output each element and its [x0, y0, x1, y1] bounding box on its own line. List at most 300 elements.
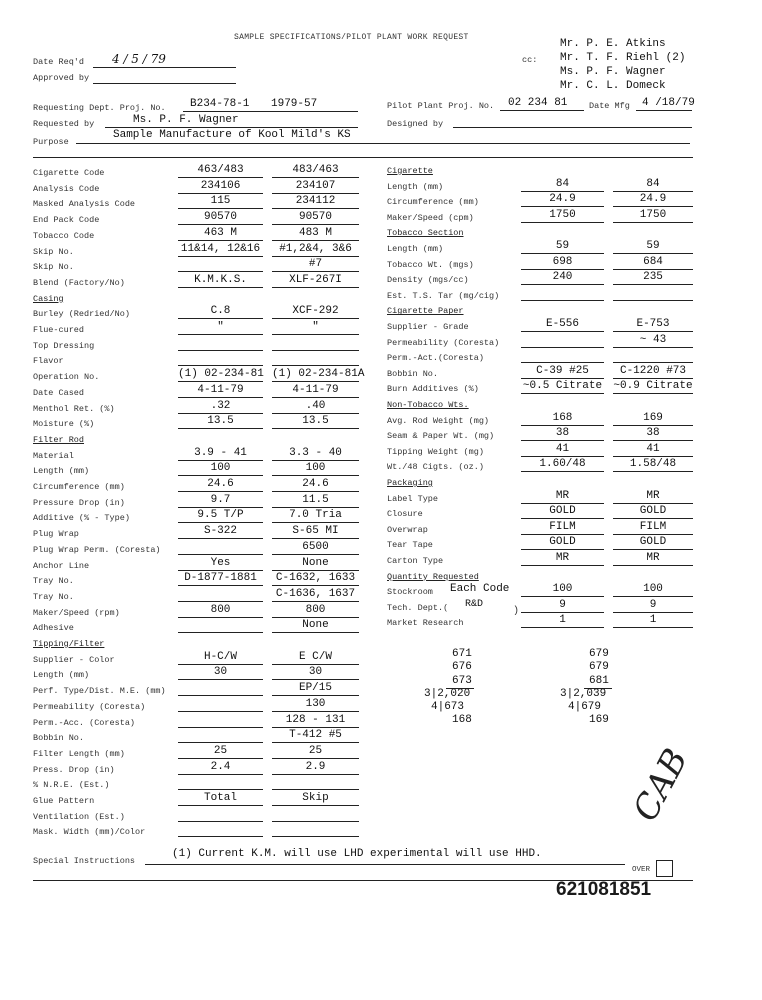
- value-code-1: 463 M: [203, 226, 237, 239]
- value-underline: [613, 378, 693, 379]
- value-code-2: MR: [646, 489, 660, 502]
- section-heading: Filter Rod: [33, 434, 85, 445]
- value-code-1: 240: [552, 271, 573, 284]
- value-underline: [178, 256, 263, 257]
- designed-by-label: Designed by: [387, 119, 444, 129]
- value-code-1: 9: [559, 598, 566, 611]
- field-label: Skip No.: [33, 246, 74, 257]
- value-code-1: Yes: [210, 556, 231, 569]
- field-label: Tipping Weight (mg): [387, 446, 484, 457]
- value-underline: [521, 503, 604, 504]
- value-code-2: 38: [646, 427, 660, 440]
- cc-recipient-3: Ms. P. F. Wagner: [560, 66, 666, 78]
- special-instructions-text: (1) Current K.M. will use LHD experimental will use HHD.: [172, 848, 542, 860]
- value-code-2: 4-11-79: [292, 383, 339, 396]
- field-label: Tear Tape: [387, 540, 433, 551]
- value-underline: [613, 269, 693, 270]
- special-instructions-label: Special Instructions: [33, 856, 136, 866]
- value-underline: [178, 774, 263, 775]
- value-code-2: 130: [305, 697, 326, 710]
- value-code-1: 30: [213, 666, 228, 679]
- field-label: Flavor: [33, 356, 64, 367]
- value-code-2: XCF-292: [292, 305, 339, 318]
- value-underline: [178, 742, 263, 743]
- value-code-1: 24.9: [549, 193, 576, 206]
- value-code-2: C-1636, 1637: [275, 587, 356, 600]
- value-underline: [521, 331, 604, 332]
- field-label: Date Cased: [33, 387, 85, 398]
- value-underline: [178, 177, 263, 178]
- form-title: SAMPLE SPECIFICATIONS/PILOT PLANT WORK REQUEST: [234, 33, 469, 42]
- value-code-2: None: [302, 556, 329, 569]
- value-code-1: Total: [203, 792, 237, 804]
- value-underline: [178, 695, 263, 696]
- value-underline: [178, 240, 263, 241]
- field-label: Glue Pattern: [33, 796, 95, 806]
- value-code-2: MR: [646, 552, 660, 564]
- over-checkbox[interactable]: [656, 860, 673, 877]
- value-code-2: 100: [643, 583, 663, 596]
- field-label: Overwrap: [387, 524, 428, 535]
- value-code-1: 1750: [549, 208, 576, 221]
- value-code-2: 169: [643, 411, 663, 424]
- value-underline: [521, 284, 604, 285]
- value-underline: [272, 570, 359, 571]
- field-label: Maker/Speed (cpm): [387, 212, 474, 223]
- value-underline: [613, 284, 693, 285]
- value-underline: [272, 287, 359, 288]
- field-label: Closure: [387, 509, 423, 520]
- value-underline: [613, 534, 693, 535]
- value-underline: [272, 475, 359, 476]
- value-underline: [521, 362, 604, 363]
- approved-by-label: Approved by: [33, 73, 90, 83]
- value-underline: [521, 378, 604, 379]
- value-code-2: 13.5: [302, 415, 329, 428]
- value-code-1: 1.60/48: [539, 458, 586, 471]
- value-underline: [272, 193, 359, 194]
- value-code-2: None: [302, 619, 329, 632]
- value-code-1: 800: [210, 603, 231, 616]
- value-code-2: 24.9: [639, 193, 667, 206]
- value-code-2: Skip: [302, 792, 329, 804]
- value-underline: [178, 664, 263, 665]
- value-underline: [521, 253, 604, 254]
- value-code-2: C-1632, 1633: [275, 572, 356, 585]
- value-underline: [521, 300, 604, 301]
- value-underline: [272, 742, 359, 743]
- field-label: Circumference (mm): [387, 197, 479, 208]
- value-underline: [178, 789, 263, 790]
- value-underline: [613, 471, 693, 472]
- value-code-2: 90570: [298, 211, 332, 224]
- value-underline: [272, 554, 359, 555]
- field-label: Analysis Code: [33, 183, 100, 194]
- value-code-2: E-753: [636, 318, 670, 330]
- calc-col2-4: 3|2,039: [560, 688, 607, 700]
- field-label: Density (mgs/cc): [387, 275, 469, 286]
- value-code-2: 800: [305, 603, 326, 616]
- value-underline: [521, 612, 604, 613]
- value-underline: [272, 177, 359, 178]
- value-underline: [521, 393, 604, 394]
- requesting-dept-label: Requesting Dept. Proj. No.: [33, 103, 166, 113]
- value-code-2: 3.3 - 40: [289, 446, 342, 459]
- value-underline: [178, 805, 263, 806]
- date-mfg-value: 4 /18/79: [642, 97, 695, 109]
- value-code-2: 1: [649, 614, 657, 627]
- field-label: Tray No.: [33, 576, 74, 587]
- value-underline: [521, 191, 604, 192]
- value-underline: [272, 240, 359, 241]
- value-underline: [521, 565, 604, 566]
- value-underline: [272, 522, 359, 523]
- date-required-value: 4 / 5 / 79: [112, 52, 166, 66]
- calc-col2-5: 4|679: [568, 701, 602, 713]
- field-label: Skip No.: [33, 262, 74, 273]
- value-code-2: 1750: [639, 208, 667, 221]
- value-underline: [272, 507, 359, 508]
- value-code-1: 234106: [200, 179, 241, 192]
- value-code-2: 100: [305, 462, 326, 475]
- field-label: Pressure Drop (in): [33, 497, 125, 508]
- value-code-2: 128 - 131: [285, 713, 346, 726]
- over-label: OVER: [632, 866, 651, 874]
- field-label: Blend (Factory/No): [33, 277, 125, 288]
- field-label: Length (mm): [33, 466, 90, 477]
- value-underline: [178, 836, 263, 837]
- field-label: Flue-cured: [33, 325, 85, 335]
- value-underline: [178, 679, 263, 680]
- value-code-1: .32: [210, 399, 231, 412]
- value-underline: [613, 518, 693, 519]
- value-underline: [272, 664, 359, 665]
- value-code-1: C.8: [210, 305, 231, 318]
- value-underline: [272, 224, 359, 225]
- section-heading: Non-Tobacco Wts.: [387, 400, 469, 410]
- field-label: Carton Type: [387, 556, 444, 566]
- field-label: Supplier - Grade: [387, 322, 469, 332]
- value-underline: [272, 821, 359, 822]
- value-underline: [272, 789, 359, 790]
- value-underline: [272, 318, 359, 319]
- value-underline: [521, 425, 604, 426]
- value-code-1: 25: [213, 744, 228, 757]
- quantity-extra: Each Code: [450, 583, 510, 596]
- pilot-plant-label: Pilot Plant Proj. No.: [387, 101, 495, 111]
- value-code-1: 2.4: [210, 760, 231, 773]
- value-underline: [272, 758, 359, 759]
- value-underline: [178, 522, 263, 523]
- value-code-1: 59: [555, 240, 570, 252]
- value-underline: [613, 253, 693, 254]
- field-label: Anchor Line: [33, 560, 90, 571]
- calc-col1-1: 671: [452, 648, 472, 660]
- value-code-1: 100: [552, 583, 573, 596]
- value-code-2: 483 M: [298, 226, 332, 239]
- field-label: Mask. Width (mm)/Color: [33, 827, 146, 838]
- value-underline: [272, 271, 359, 272]
- value-underline: [613, 347, 693, 348]
- section-heading: Cigarette: [387, 166, 433, 176]
- value-underline: [521, 518, 604, 519]
- value-underline: [272, 585, 359, 586]
- value-underline: [178, 350, 263, 351]
- requesting-dept-proj-no: B234-78-1: [190, 98, 250, 110]
- field-label: Circumference (mm): [33, 482, 125, 492]
- value-code-1: S-322: [203, 525, 237, 538]
- date-required-label: Date Req'd: [33, 57, 85, 67]
- section-heading: Packaging: [387, 478, 433, 488]
- value-code-2: #1,2&4, 3&6: [279, 242, 352, 255]
- value-underline: [272, 695, 359, 696]
- value-code-1: 13.5: [207, 415, 234, 428]
- value-underline: [272, 617, 359, 618]
- value-underline: [613, 191, 693, 192]
- value-code-1: MR: [555, 489, 570, 502]
- field-label: Operation No.: [33, 372, 100, 383]
- value-underline: [521, 347, 604, 348]
- field-label: Ventilation (Est.): [33, 811, 125, 822]
- calc-col2-1: 679: [589, 648, 609, 660]
- value-underline: [272, 601, 359, 602]
- value-code-2: 235: [643, 271, 663, 284]
- value-code-1: 115: [210, 195, 231, 208]
- value-underline: [272, 679, 359, 680]
- field-label: Perf. Type/Dist. M.E. (mm): [33, 686, 166, 697]
- field-label: Permeability (Coresta): [387, 337, 500, 348]
- value-underline: [272, 727, 359, 728]
- value-underline: [272, 397, 359, 398]
- value-underline: [178, 460, 263, 461]
- value-code-1: H-C/W: [203, 650, 237, 663]
- value-code-1: 84: [555, 177, 570, 190]
- value-code-1: 9.7: [210, 493, 231, 506]
- value-underline: [178, 601, 263, 602]
- field-label: Material: [33, 450, 74, 461]
- value-underline: [178, 727, 263, 728]
- value-underline: [178, 381, 263, 382]
- value-underline: [613, 627, 693, 628]
- field-label: Length (mm): [387, 181, 444, 192]
- value-code-2: C-1220 #73: [619, 364, 686, 377]
- value-underline: [272, 256, 359, 257]
- pilot-plant-proj-no: 02 234 81: [508, 97, 568, 109]
- value-code-2: 25: [308, 744, 323, 757]
- value-code-1: 9.5 T/P: [197, 509, 244, 522]
- value-code-2: 59: [646, 240, 660, 252]
- value-code-1: C-39 #25: [536, 364, 589, 377]
- value-underline: [613, 222, 693, 223]
- value-code-1: 11&14, 12&16: [180, 242, 261, 255]
- value-code-1: 100: [210, 462, 231, 475]
- value-code-1: 38: [555, 427, 570, 440]
- value-code-2: 11.5: [302, 493, 329, 506]
- value-code-2: GOLD: [639, 536, 667, 549]
- field-label: Moisture (%): [33, 419, 95, 430]
- purpose-value: Sample Manufacture of Kool Mild's KS: [113, 129, 351, 141]
- quantity-extra: R&D: [465, 598, 484, 610]
- field-label: Bobbin No.: [387, 368, 439, 379]
- value-code-1: 168: [552, 411, 573, 424]
- value-code-1: 41: [555, 442, 570, 455]
- calc-col1-3: 673: [452, 675, 472, 687]
- value-underline: [178, 318, 263, 319]
- field-label: Tobacco Wt. (mgs): [387, 259, 474, 270]
- calc-col1-5: 4|673: [431, 701, 465, 713]
- value-code-1: E-556: [545, 318, 579, 330]
- value-code-1: 463/483: [197, 164, 244, 176]
- value-underline: [613, 331, 693, 332]
- section-heading: Cigarette Paper: [387, 306, 464, 317]
- value-code-1: FILM: [549, 520, 576, 533]
- value-code-2: 684: [643, 255, 663, 268]
- field-label: Top Dressing: [33, 340, 95, 351]
- calc-col2-6: 169: [589, 714, 609, 726]
- value-underline: [272, 774, 359, 775]
- value-underline: [178, 287, 263, 288]
- value-code-1: 698: [552, 255, 573, 268]
- field-label: Wt./48 Cigts. (oz.): [387, 462, 484, 473]
- field-label: Maker/Speed (rpm): [33, 607, 120, 618]
- signature-initials: CAB: [625, 742, 697, 828]
- value-underline: [613, 612, 693, 613]
- value-underline: [178, 428, 263, 429]
- value-underline: [178, 538, 263, 539]
- value-underline: [178, 632, 263, 633]
- calc-col2-3: 681: [589, 675, 609, 687]
- value-underline: [178, 554, 263, 555]
- field-label: Perm.-Acc. (Coresta): [33, 717, 136, 728]
- purpose-label: Purpose: [33, 137, 69, 147]
- value-code-1: (1) 02-234-81: [178, 368, 264, 381]
- calc-col1-4: 3|2,020: [424, 688, 471, 700]
- value-underline: [613, 393, 693, 394]
- value-code-2: EP/15: [298, 682, 332, 695]
- value-underline: [272, 365, 359, 366]
- field-label: Market Research: [387, 618, 464, 629]
- calc-col1-6: 168: [452, 714, 472, 726]
- requested-by-label: Requested by: [33, 119, 95, 129]
- value-underline: [521, 269, 604, 270]
- value-underline: [272, 491, 359, 492]
- value-underline: [178, 334, 263, 335]
- value-underline: [521, 206, 604, 207]
- section-heading: Casing: [33, 293, 64, 304]
- value-underline: [272, 538, 359, 539]
- field-label: Additive (% - Type): [33, 513, 130, 524]
- field-label: Permeability (Coresta): [33, 701, 146, 712]
- value-code-2: T-412 #5: [289, 729, 342, 742]
- field-label: Masked Analysis Code: [33, 199, 136, 210]
- value-underline: [178, 711, 263, 712]
- value-underline: [178, 208, 263, 209]
- field-label: Est. T.S. Tar (mg/cig): [387, 290, 500, 301]
- value-code-1: MR: [555, 552, 570, 564]
- value-underline: [613, 565, 693, 566]
- value-code-1: 3.9 - 41: [194, 446, 247, 459]
- field-label: Seam & Paper Wt. (mg): [387, 431, 495, 442]
- cc-label: cc:: [522, 55, 538, 65]
- field-label: Perm.-Act.(Coresta): [387, 353, 484, 364]
- value-code-2: ~0.9 Citrate: [613, 380, 693, 393]
- requesting-dept-year: 1979-57: [271, 98, 318, 110]
- requested-by-value: Ms. P. F. Wagner: [133, 114, 239, 126]
- value-code-2: 41: [646, 442, 660, 455]
- value-underline: [521, 471, 604, 472]
- field-label: Cigarette Code: [33, 168, 105, 178]
- value-underline: [521, 440, 604, 441]
- value-underline: [178, 570, 263, 571]
- calc-col1-2: 676: [452, 661, 472, 673]
- section-heading: Tipping/Filter: [33, 639, 105, 649]
- value-underline: [272, 460, 359, 461]
- value-code-2: (1) 02-234-81A: [272, 368, 365, 381]
- value-code-2: 234112: [295, 195, 336, 208]
- cc-recipient-4: Mr. C. L. Domeck: [560, 80, 666, 92]
- value-underline: [178, 365, 263, 366]
- value-underline: [521, 534, 604, 535]
- field-label: Length (mm): [33, 670, 90, 681]
- value-underline: [272, 632, 359, 633]
- field-label: Tobacco Code: [33, 230, 95, 241]
- section-heading: Tobacco Section: [387, 228, 464, 239]
- value-underline: [178, 193, 263, 194]
- value-underline: [613, 503, 693, 504]
- value-underline: [521, 456, 604, 457]
- value-underline: [613, 206, 693, 207]
- value-underline: [272, 805, 359, 806]
- value-code-1: ~0.5 Citrate: [522, 380, 603, 393]
- field-label: Plug Wrap Perm. (Coresta): [33, 544, 161, 555]
- value-code-2: ": [312, 321, 319, 333]
- value-underline: [178, 413, 263, 414]
- cc-recipient-2: Mr. T. F. Riehl (2): [560, 52, 686, 64]
- value-code-2: 483/463: [292, 164, 339, 176]
- value-code-2: 1.58/48: [629, 458, 677, 471]
- document-number: 621081851: [556, 879, 652, 900]
- field-label: Tray No.: [33, 591, 74, 602]
- value-underline: [613, 596, 693, 597]
- value-code-2: 6500: [302, 540, 329, 553]
- field-label: Label Type: [387, 493, 439, 504]
- value-code-1: K.M.K.S.: [194, 273, 247, 286]
- value-underline: [178, 617, 263, 618]
- value-code-2: GOLD: [639, 505, 667, 518]
- field-label: Stockroom: [387, 587, 433, 598]
- field-label: End Pack Code: [33, 215, 100, 226]
- value-code-2: 24.6: [302, 478, 329, 490]
- value-underline: [521, 222, 604, 223]
- field-label: % N.R.E. (Est.): [33, 780, 110, 791]
- value-underline: [272, 413, 359, 414]
- value-code-2: 84: [646, 177, 660, 190]
- cc-recipient-1: Mr. P. E. Atkins: [560, 38, 666, 50]
- field-label: Burn Additives (%): [387, 384, 479, 395]
- value-code-1: GOLD: [549, 505, 576, 518]
- value-code-2: S-65 MI: [292, 525, 339, 538]
- field-label: Adhesive: [33, 623, 74, 634]
- value-code-1: ": [217, 321, 224, 333]
- value-code-2: #7: [308, 258, 323, 271]
- field-label: Bobbin No.: [33, 733, 85, 744]
- value-underline: [178, 224, 263, 225]
- value-underline: [613, 300, 693, 301]
- value-underline: [613, 440, 693, 441]
- value-underline: [272, 381, 359, 382]
- field-label: Supplier - Color: [33, 654, 115, 665]
- value-code-2: .40: [305, 399, 326, 412]
